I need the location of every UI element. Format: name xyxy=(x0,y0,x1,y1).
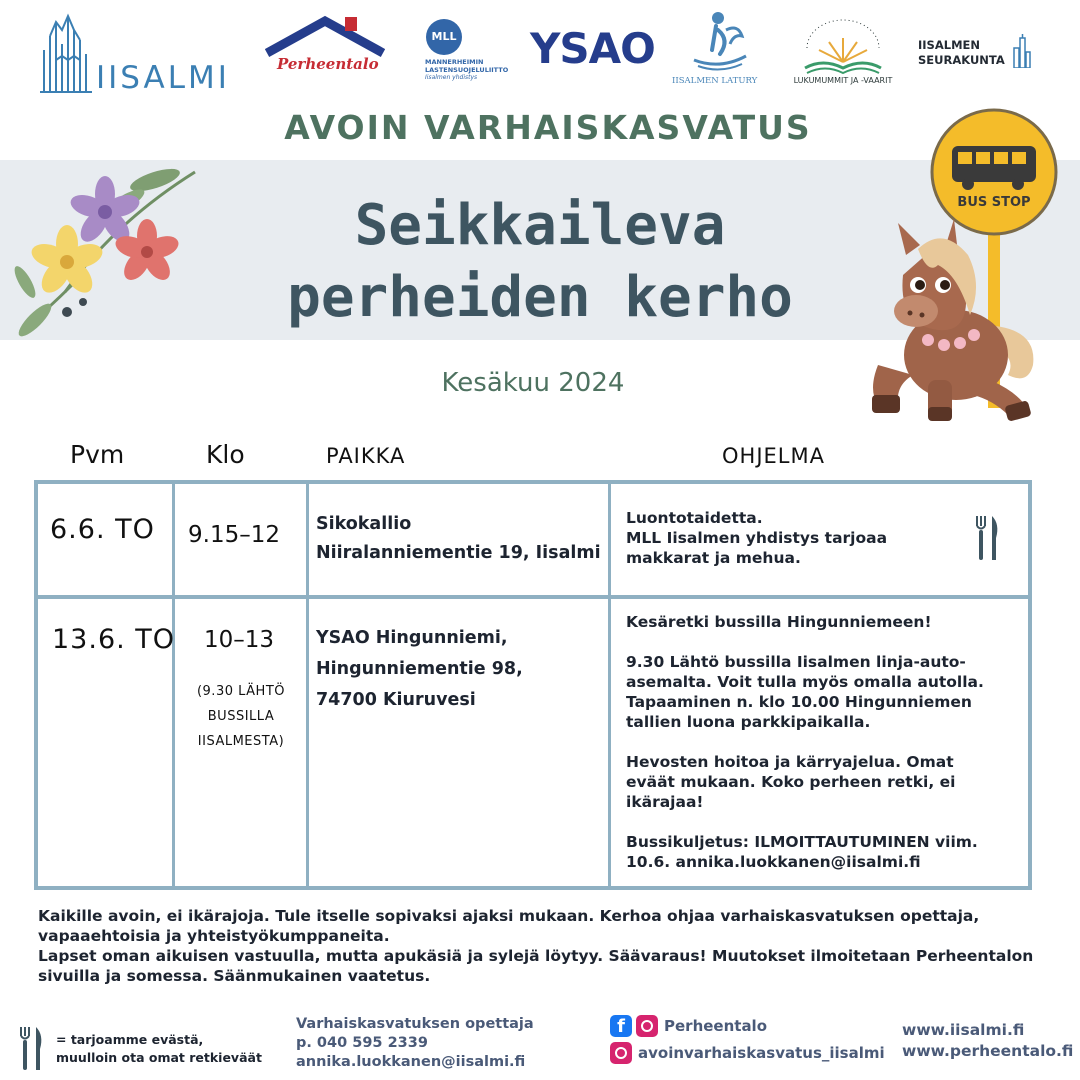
logo-strip xyxy=(0,0,1080,110)
general-info xyxy=(38,906,1038,986)
row2-date: 13.6. TO xyxy=(52,624,176,655)
schedule-table xyxy=(34,480,1032,890)
lukumummit-logo xyxy=(793,18,893,98)
row2-place-line3: 74700 Kiuruvesi xyxy=(316,690,476,710)
row2-program-departure: 9.30 Lähtö bussilla Iisalmen linja-auto-asemalta. Voit tulla myös omalla autolla. Tapaaminen n. klo 10.00 Hingunniemen tallien luona parkkipaikalla. xyxy=(626,653,984,731)
fork-knife-icon xyxy=(974,514,1002,562)
mll-branch: Iisalmen yhdistys xyxy=(425,74,478,81)
mll-badge: MLL xyxy=(426,19,462,55)
row-divider xyxy=(38,595,1028,599)
church-tower-icon xyxy=(1012,34,1032,68)
row1-date: 6.6. TO xyxy=(50,514,155,545)
seurakunta-logo xyxy=(918,38,1038,78)
row1-program-line2: MLL Iisalmen yhdistys tarjoaa makkarat ja mehua. xyxy=(626,529,888,567)
row1-place xyxy=(316,510,601,568)
row1-program-line1: Luontotaidetta. xyxy=(626,509,763,527)
row1-place-line1: Sikokallio xyxy=(316,514,412,534)
web-link-iisalmi[interactable]: www.iisalmi.fi xyxy=(902,1021,1025,1039)
perheentalo-logo xyxy=(265,15,385,85)
main-title-line2: perheiden kerho xyxy=(287,265,793,330)
row2-time-note xyxy=(176,679,306,754)
col-header-paikka: PAIKKA xyxy=(326,444,406,468)
row2-program-heading: Kesäretki bussilla Hingunniemeen! xyxy=(626,613,932,631)
row1-time: 9.15–12 xyxy=(188,522,280,548)
row1-place-line2: Niiralanniementie 19, Iisalmi xyxy=(316,543,601,563)
seurakunta-line1: IISALMEN xyxy=(918,38,980,52)
ysao-logo xyxy=(530,24,655,74)
row2-program-activities: Hevosten hoitoa ja kärryajelua. Omat eväät mukaan. Koko perheen retki, ei ikärajaa! xyxy=(626,753,956,811)
iisalmi-logo-text: IISALMI xyxy=(96,60,230,96)
col-header-ohjelma: OHJELMA xyxy=(722,444,825,468)
seurakunta-line2: SEURAKUNTA xyxy=(918,53,1005,67)
open-book-icon xyxy=(793,18,893,78)
skier-icon xyxy=(690,10,750,72)
column-divider xyxy=(306,484,309,886)
legend-text xyxy=(56,1031,262,1067)
col-header-klo: Klo xyxy=(206,440,245,469)
row2-time: 10–13 xyxy=(204,627,275,653)
instagram-icon xyxy=(636,1015,658,1037)
row2-program-registration: Bussikuljetus: ILMOITTAUTUMINEN viim. 10.6. annika.luokkanen@iisalmi.fi xyxy=(626,833,978,871)
row2-time-note-line2: BUSSILLA xyxy=(207,709,275,724)
social-link-avoinvarhaiskasvatus[interactable] xyxy=(610,1042,900,1066)
contact-phone[interactable]: p. 040 595 2339 xyxy=(296,1035,428,1051)
social-links xyxy=(610,1015,900,1069)
bus-stop-label: BUS STOP xyxy=(957,195,1031,210)
house-roof-icon xyxy=(265,15,385,60)
legend-line1: = tarjoamme evästä, xyxy=(56,1032,204,1047)
column-divider xyxy=(172,484,175,886)
iisalmi-logo xyxy=(38,10,243,95)
row2-place-line2: Hingunniementie 98, xyxy=(316,659,523,679)
contact-email[interactable]: annika.luokkanen@iisalmi.fi xyxy=(296,1054,526,1070)
lukumummit-logo-text: LUKUMUMMIT JA -VAARIT xyxy=(793,76,893,85)
social-link-perheentalo[interactable] xyxy=(610,1015,900,1039)
row2-program xyxy=(626,612,998,872)
row2-place-line1: YSAO Hingunniemi, xyxy=(316,628,508,648)
contact-role: Varhaiskasvatuksen opettaja xyxy=(296,1016,534,1032)
mll-name: MANNERHEIMIN LASTENSUOJELULIITTO xyxy=(425,58,509,74)
ysao-logo-text: YSAO xyxy=(530,24,655,73)
col-header-pvm: Pvm xyxy=(70,440,125,469)
social-label-perheentalo: Perheentalo xyxy=(664,1017,768,1035)
general-info-para1: Kaikille avoin, ei ikärajoja. Tule itselle sopivaksi ajaksi mukaan. Kerhoa ohjaa varhaiskasvatuksen opettaja, vapaaehtoisia ja yhteistyökumppaneita. xyxy=(38,907,980,945)
column-divider xyxy=(608,484,611,886)
perheentalo-logo-text: Perheentalo xyxy=(277,55,379,73)
facebook-icon: f xyxy=(610,1015,632,1037)
social-label-avoinvarhaiskasvatus: avoinvarhaiskasvatus_iisalmi xyxy=(638,1044,885,1062)
month-label: Kesäkuu 2024 xyxy=(441,368,625,398)
main-title xyxy=(270,190,810,334)
latury-logo-text: IISALMEN LATURY xyxy=(672,76,758,86)
iisalmi-emblem-icon xyxy=(38,10,98,95)
contact-info xyxy=(296,1015,534,1072)
main-title-line1: Seikkaileva xyxy=(354,193,726,258)
row1-program xyxy=(626,508,926,568)
flowers-decoration-icon xyxy=(5,152,205,347)
row2-place xyxy=(316,623,523,716)
web-link-perheentalo[interactable]: www.perheentalo.fi xyxy=(902,1042,1074,1060)
web-links xyxy=(902,1020,1073,1062)
row2-time-note-line1: (9.30 LÄHTÖ xyxy=(196,684,286,699)
legend-line2: muulloin ota omat retkieväät xyxy=(56,1050,262,1065)
instagram-icon xyxy=(610,1042,632,1064)
latury-logo xyxy=(672,10,767,90)
mll-logo xyxy=(423,17,515,87)
fork-knife-legend-icon xyxy=(18,1025,46,1071)
kicker-heading: AVOIN VARHAISKASVATUS xyxy=(284,108,812,147)
row2-time-note-line3: IISALMESTA) xyxy=(197,734,285,749)
general-info-para2: Lapset oman aikuisen vastuulla, mutta apukäsiä ja sylejä löytyy. Säävaraus! Muutokset ilmoitetaan Perheentalon sivuilla ja somessa. Säänmukainen vaatetus. xyxy=(38,947,1034,985)
